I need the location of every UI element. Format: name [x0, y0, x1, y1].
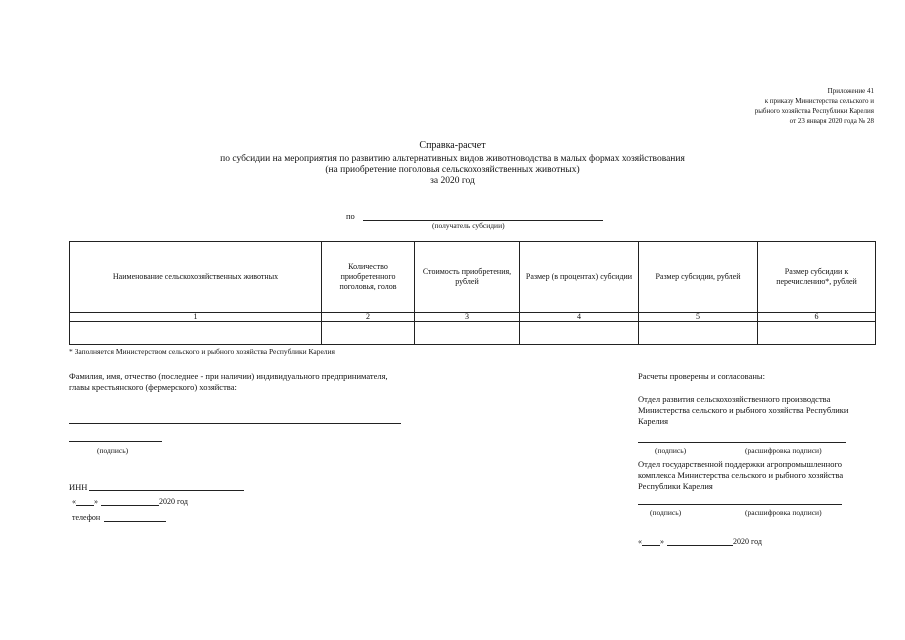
- department-2: Отдел государственной поддержки агропромышленного комплекса Министерства сельского и рыбного хозяйства Республики Карелия: [638, 459, 844, 491]
- header-cell: Размер субсидии к перечислению*, рублей: [758, 242, 876, 313]
- recipient-prefix: по: [346, 211, 355, 221]
- dept2-decode-caption: (расшифровка подписи): [745, 508, 822, 517]
- column-number: 6: [758, 313, 876, 322]
- column-number: 1: [70, 313, 322, 322]
- date-quote-close: »: [660, 537, 664, 546]
- table-row: [70, 322, 876, 345]
- appendix-block: [755, 86, 874, 126]
- header-cell: Наименование сельскохозяйственных животных: [70, 242, 322, 313]
- left-date-row: [72, 497, 188, 506]
- date-year: 2020 год: [159, 497, 188, 506]
- inn-input-line[interactable]: [89, 490, 244, 491]
- department-1: Отдел развития сельскохозяйственного производства Министерства сельского и рыбного хозяйства Республики Карелия: [638, 394, 849, 426]
- header-cell: Количество приобретенного поголовья, голов: [322, 242, 415, 313]
- signature-caption: (подпись): [97, 446, 129, 455]
- table-number-row: [70, 313, 876, 322]
- date-quote-open: «: [72, 497, 76, 506]
- document-title: [0, 140, 905, 187]
- recipient-input-line[interactable]: [363, 211, 603, 221]
- column-number: 4: [520, 313, 639, 322]
- fio-line-2: главы крестьянского (фермерского) хозяйства:: [69, 382, 237, 392]
- day-input-line[interactable]: [642, 537, 660, 546]
- signature-line[interactable]: [69, 441, 162, 442]
- fio-line-1: Фамилия, имя, отчество (последнее - при наличии) индивидуального предпринимателя,: [69, 371, 388, 381]
- title-line-4: за 2020 год: [430, 176, 475, 186]
- subsidy-table: [69, 241, 876, 345]
- table-cell[interactable]: [758, 322, 876, 345]
- appendix-line-2: к приказу Министерства сельского и: [764, 97, 874, 105]
- dept1-decode-caption: (расшифровка подписи): [745, 446, 822, 455]
- appendix-line-4: от 23 января 2020 года № 28: [789, 117, 874, 125]
- date-quote-open: «: [638, 537, 642, 546]
- appendix-line-1: Приложение 41: [827, 87, 874, 95]
- phone-input-line[interactable]: [104, 513, 166, 522]
- header-cell: Размер субсидии, рублей: [639, 242, 758, 313]
- inn-label: ИНН: [69, 482, 88, 492]
- table-cell[interactable]: [70, 322, 322, 345]
- dept1-signature-line[interactable]: [638, 442, 846, 443]
- title-line-3: (на приобретение поголовья сельскохозяйственных животных): [325, 165, 580, 175]
- date-year: 2020 год: [733, 537, 762, 546]
- column-number: 5: [639, 313, 758, 322]
- phone-label: телефон: [72, 513, 101, 522]
- checked-title: Расчеты проверены и согласованы:: [638, 371, 765, 381]
- fio-label: [69, 371, 429, 393]
- column-number: 3: [415, 313, 520, 322]
- dept2-signature-line[interactable]: [638, 504, 842, 505]
- table-header-row: [70, 242, 876, 313]
- day-input-line[interactable]: [76, 497, 94, 506]
- title-line-2: по субсидии на мероприятия по развитию альтернативных видов животноводства в малых формах хозяйствования: [220, 154, 685, 164]
- fio-input-line[interactable]: [69, 423, 401, 424]
- recipient-caption: (получатель субсидии): [432, 221, 505, 230]
- phone-row: [72, 513, 166, 522]
- title-line-1: Справка-расчет: [419, 140, 486, 151]
- recipient-row: [346, 211, 603, 221]
- header-cell: Стоимость приобретения, рублей: [415, 242, 520, 313]
- appendix-line-3: рыбного хозяйства Республики Карелия: [754, 107, 874, 115]
- column-number: 2: [322, 313, 415, 322]
- footnote: * Заполняется Министерством сельского и рыбного хозяйства Республики Карелия: [69, 347, 336, 356]
- dept1-signature-caption: (подпись): [655, 446, 687, 455]
- month-input-line[interactable]: [101, 497, 159, 506]
- dept2-signature-caption: (подпись): [650, 508, 682, 517]
- table-cell[interactable]: [639, 322, 758, 345]
- right-date-row: [638, 537, 762, 546]
- date-quote-close: »: [94, 497, 98, 506]
- table-cell[interactable]: [415, 322, 520, 345]
- month-input-line[interactable]: [667, 537, 733, 546]
- table-cell[interactable]: [322, 322, 415, 345]
- header-cell: Размер (в процентах) субсидии: [520, 242, 639, 313]
- table-cell[interactable]: [520, 322, 639, 345]
